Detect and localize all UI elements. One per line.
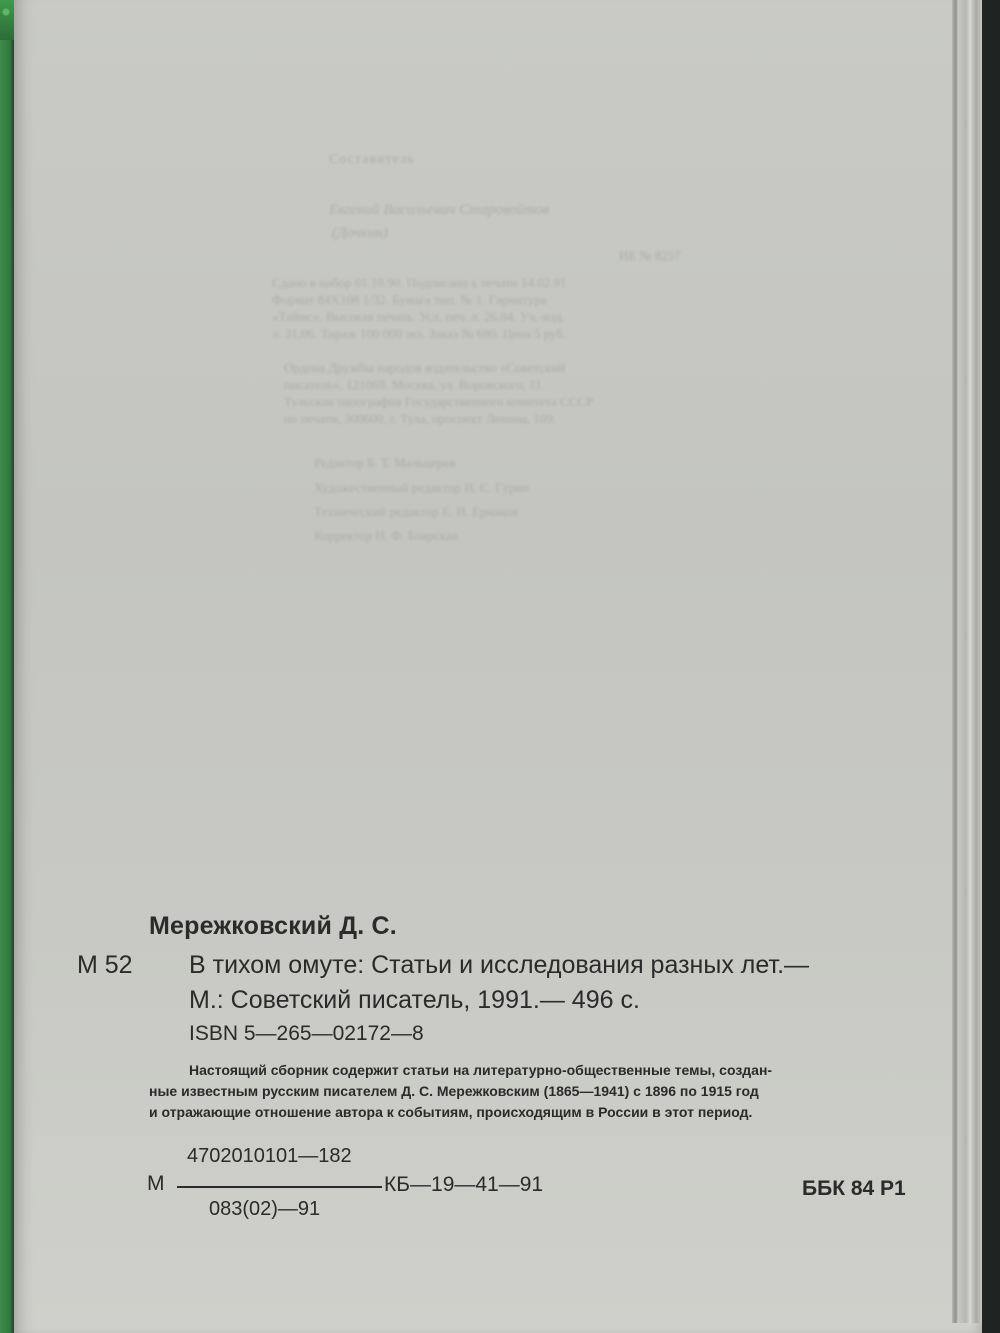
- classification-letter: М: [147, 1172, 165, 1195]
- bleed-line: ИБ № 8257: [619, 248, 681, 263]
- classification-code-bottom: 083(02)—91: [209, 1198, 321, 1220]
- bleed-line: Ордена Дружбы народов издательство «Советский: [284, 360, 566, 375]
- bleed-line: «Таймс». Высокая печать. Усл. печ. л. 26,04. Уч.-изд.: [272, 309, 565, 324]
- bleed-line: Составитель: [329, 152, 416, 167]
- page-stack-edge: [952, 0, 982, 1323]
- bleed-line: Технический редактор Е. И. Ермаков: [314, 504, 519, 519]
- bleed-line: Сдано в набор 01.10.90. Подписано к печати 14.02.91: [272, 275, 567, 290]
- bleed-line: Художественный редактор И. С. Гурин: [314, 480, 530, 495]
- imprint: М.: Советский писатель, 1991.— 496 с.: [189, 986, 640, 1014]
- annotation-line: и отражающие отношение автора к событиям, происходящим в России в этот период.: [149, 1104, 753, 1120]
- book-page: [14, 0, 982, 1333]
- bleed-line: (Дочкин): [332, 225, 388, 241]
- author-name: Мережковский Д. С.: [149, 912, 397, 940]
- bleed-line: Редактор Б. Т. Мальцеров: [314, 455, 456, 470]
- annotation: [149, 1060, 934, 1123]
- classification-code-top: 4702010101—182: [187, 1145, 352, 1167]
- fraction-line: [177, 1186, 382, 1188]
- bleed-line: Корректор Н. Ф. Боярская: [314, 528, 458, 543]
- bleed-line: по печати, 300600, г. Тула, проспект Ленина, 109.: [284, 411, 557, 426]
- bleed-line: Тульская типография Государственного комитета СССР: [284, 394, 594, 409]
- annotation-line: ные известным русским писателем Д. С. Мережковским (1865—1941) с 1896 по 1915 год: [149, 1083, 759, 1099]
- annotation-line: Настоящий сборник содержит статьи на литературно-общественные темы, создан-: [189, 1062, 773, 1078]
- bleed-line: писатель», 121069, Москва, ул. Воровского, 11.: [284, 377, 545, 392]
- classification-kb: КБ—19—41—91: [384, 1173, 544, 1196]
- isbn: ISBN 5—265—02172—8: [189, 1022, 424, 1045]
- bleed-line: л. 31,06. Тираж 100 000 экз. Заказ № 690. Цена 5 руб.: [272, 326, 567, 341]
- bbk-code: ББК 84 Р1: [802, 1177, 906, 1200]
- shelf-code: М 52: [77, 951, 133, 979]
- bleed-line: Евгений Васильевич Старовойтов: [329, 202, 550, 218]
- bleed-line: Формат 84Х108 1/32. Бумага тип. № 1. Гарнитура: [272, 292, 547, 307]
- book-title: В тихом омуте: Статьи и исследования разных лет.—: [189, 951, 810, 979]
